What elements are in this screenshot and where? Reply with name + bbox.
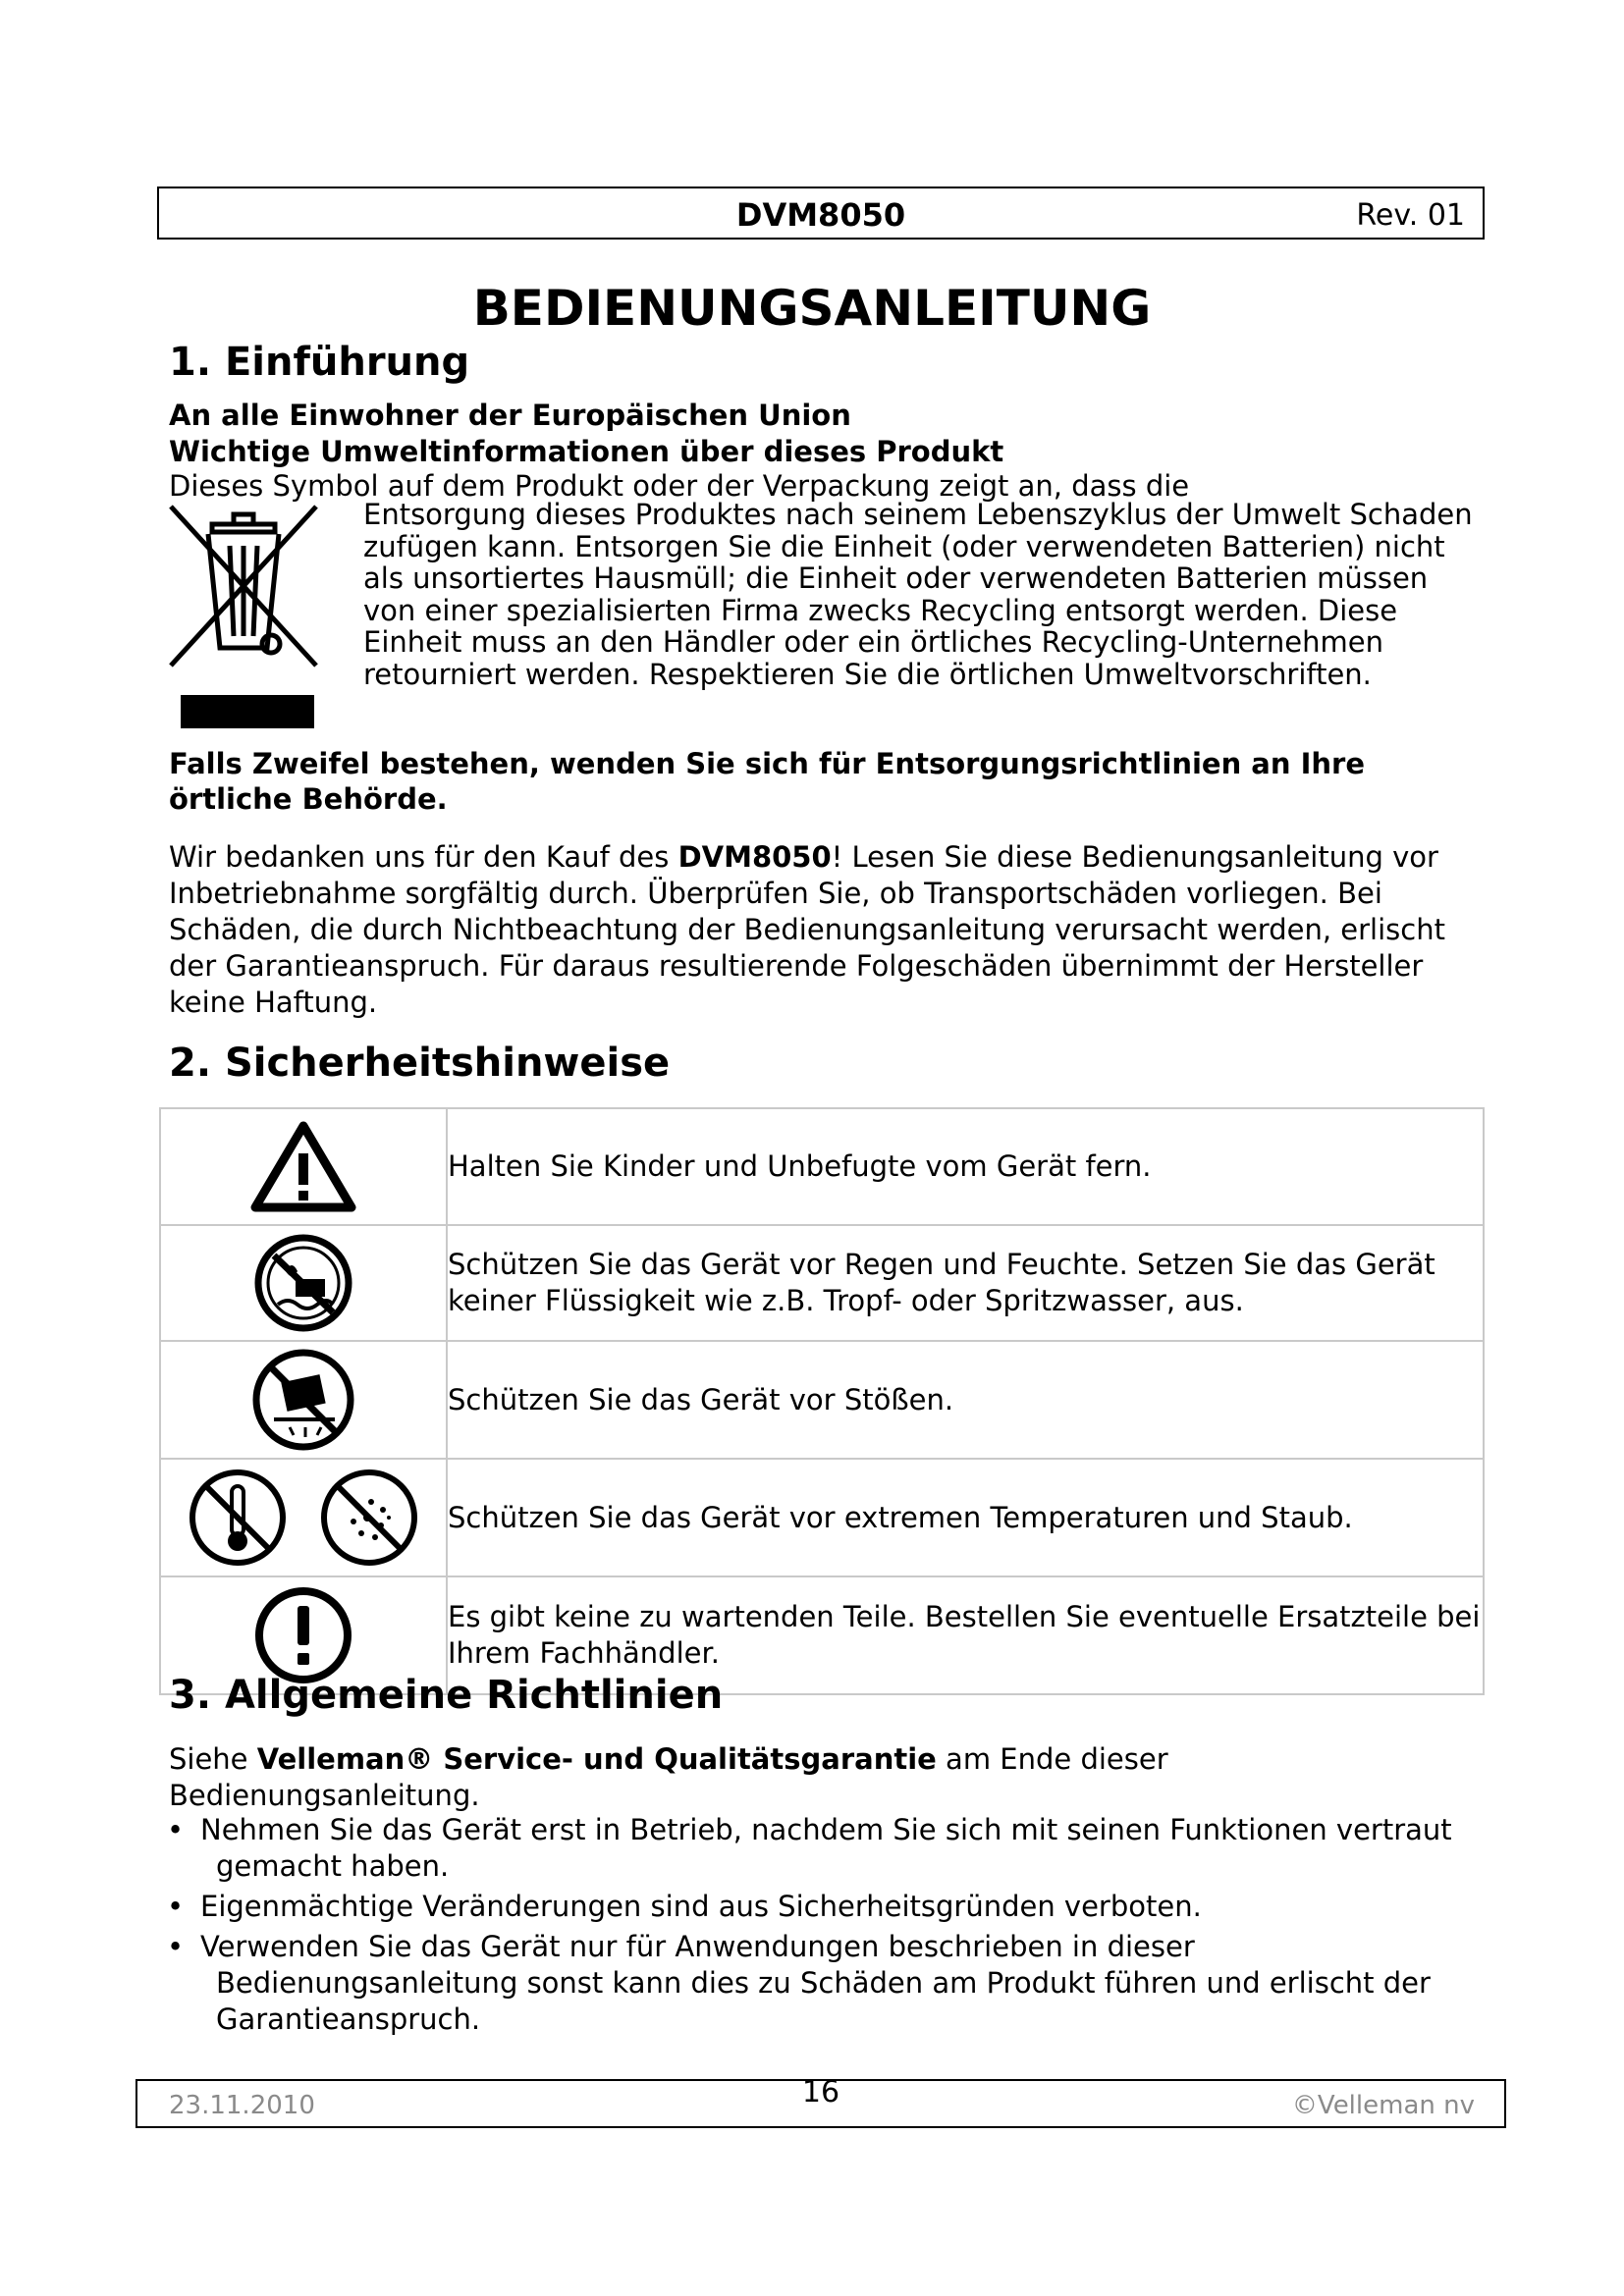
safety-text: Es gibt keine zu wartenden Teile. Bestellen Sie eventuelle Ersatzteile bei Ihrem Fachhändler. xyxy=(447,1576,1484,1694)
thanks-text-start: Wir bedanken uns für den Kauf des xyxy=(169,840,678,874)
list-item: • Nehmen Sie das Gerät erst in Betrieb, nachdem Sie sich mit seinen Funktionen vertraut gemacht haben. xyxy=(169,1812,1485,1885)
header-bar xyxy=(157,187,1485,240)
section-3-intro xyxy=(169,1741,1485,1814)
intro-text-start: Siehe xyxy=(169,1742,257,1776)
warning-triangle-icon xyxy=(249,1120,357,1213)
list-item: • Eigenmächtige Veränderungen sind aus Sicherheitsgründen verboten. xyxy=(169,1889,1485,1925)
footer-bar xyxy=(135,2075,1506,2128)
safety-icon-cell xyxy=(160,1459,447,1576)
list-item: • Verwenden Sie das Gerät nur für Anwendungen beschrieben in dieser Bedienungsanleitung sonst kann dies zu Schäden am Produkt führen und erlischt der Garantieanspruch. xyxy=(169,1929,1485,2038)
footer-date: 23.11.2010 xyxy=(169,2091,315,2120)
thanks-model: DVM8050 xyxy=(677,840,832,874)
crossed-bin-icon xyxy=(165,501,322,672)
table-row xyxy=(160,1459,1484,1576)
eu-residents-line: An alle Einwohner der Europäischen Union xyxy=(169,399,851,432)
section-2-heading: 2. Sicherheitshinweise xyxy=(169,1041,671,1086)
guidelines-list xyxy=(169,1812,1485,2042)
environment-info-line: Wichtige Umweltinformationen über dieses Produkt xyxy=(169,435,1004,468)
page-title: BEDIENUNGSANLEITUNG xyxy=(472,280,1152,337)
table-row xyxy=(160,1225,1484,1341)
model-name: DVM8050 xyxy=(735,196,906,234)
safety-text: Schützen Sie das Gerät vor Regen und Feuchte. Setzen Sie das Gerät keiner Flüssigkeit wie z.B. Tropf- oder Spritzwasser, aus. xyxy=(447,1225,1484,1341)
no-temperature-icon xyxy=(187,1467,289,1569)
weee-disposal-text: Entsorgung dieses Produktes nach seinem Lebenszyklus der Umwelt Schaden zufügen kann. Entsorgen Sie die Einheit (oder verwendeten Batterien) nicht als unsortiertes Hausmüll; die Einheit oder verwendeten Batterien müssen von einer spezialisierten Firma zwecks Recycling entsorgt werden. Diese Einheit muss an den Händler oder ein örtliches Recycling-Unternehmen retourniert werden. Respektieren Sie die örtlichen Umweltvorschriften. xyxy=(363,498,1473,691)
doubt-notice: Falls Zweifel bestehen, wenden Sie sich für Entsorgungsrichtlinien an Ihre örtliche Behörde. xyxy=(169,747,1366,816)
no-water-icon xyxy=(252,1232,354,1334)
weee-black-bar xyxy=(181,695,314,728)
safety-icon-cell xyxy=(160,1225,447,1341)
safety-table xyxy=(159,1107,1485,1695)
safety-text: Schützen Sie das Gerät vor Stößen. xyxy=(447,1341,1484,1459)
no-shock-icon xyxy=(250,1347,356,1453)
section-1-heading: 1. Einführung xyxy=(169,340,470,385)
safety-text: Schützen Sie das Gerät vor extremen Temperaturen und Staub. xyxy=(447,1459,1484,1576)
page-number: 16 xyxy=(801,2075,840,2109)
safety-text: Halten Sie Kinder und Unbefugte vom Gerät fern. xyxy=(447,1108,1484,1225)
safety-icon-cell xyxy=(160,1108,447,1225)
warranty-reference: Velleman® Service- und Qualitätsgarantie xyxy=(256,1742,937,1776)
intro-text-end: am Ende dieser Bedienungsanleitung. xyxy=(169,1742,1168,1812)
section-3-heading: 3. Allgemeine Richtlinien xyxy=(169,1673,724,1718)
table-row xyxy=(160,1341,1484,1459)
safety-icon-cell xyxy=(160,1341,447,1459)
exclamation-icon xyxy=(252,1584,354,1686)
footer-copyright: ©Velleman nv xyxy=(1291,2091,1475,2120)
table-row xyxy=(160,1108,1484,1225)
symbol-intro-line: Dieses Symbol auf dem Produkt oder der Verpackung zeigt an, dass die xyxy=(169,469,1190,503)
revision: Rev. 01 xyxy=(1356,198,1465,233)
no-dust-icon xyxy=(318,1467,420,1569)
thanks-paragraph xyxy=(169,839,1485,1021)
thanks-text-end: ! Lesen Sie diese Bedienungsanleitung vor Inbetriebnahme sorgfältig durch. Überprüfen Sie, ob Transportschäden vorliegen. Bei Schäden, die durch Nichtbeachtung der Bedienungsanleitung verursacht werden, erlischt der Garantieanspruch. Für daraus resultierende Folgeschäden übernimmt der Hersteller keine Haftung. xyxy=(169,840,1445,1019)
